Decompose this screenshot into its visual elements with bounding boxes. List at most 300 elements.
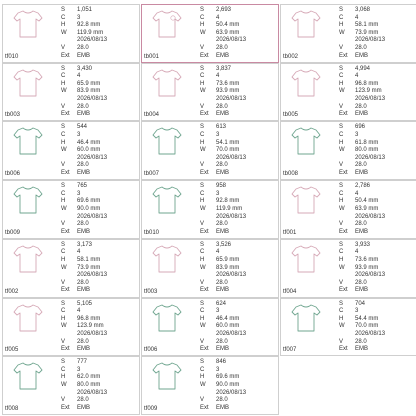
- field-row-c: [339, 73, 416, 81]
- field-label: S: [339, 300, 344, 307]
- field-row-w: [339, 206, 416, 214]
- field-label: Ext: [61, 169, 70, 176]
- field-value: 2026/08/13: [355, 96, 386, 103]
- field-label: V: [200, 397, 205, 404]
- field-label: W: [61, 88, 67, 95]
- design-card[interactable]: [280, 239, 416, 298]
- field-value: 3: [77, 14, 81, 21]
- field-value: 4: [77, 73, 81, 80]
- field-label: [61, 272, 77, 280]
- field-label: S: [61, 124, 66, 131]
- field-value: 46.4 mm: [77, 139, 101, 146]
- design-fields: [200, 301, 278, 354]
- field-label: V: [61, 162, 66, 169]
- field-row-s: [200, 359, 278, 367]
- field-row-date: [200, 155, 278, 163]
- field-row-ext: [200, 405, 278, 413]
- field-label: [61, 155, 77, 163]
- field-label: Ext: [339, 52, 348, 59]
- field-value: 90.0 mm: [77, 205, 101, 212]
- field-value: EMB: [216, 404, 230, 411]
- field-row-w: [339, 265, 416, 273]
- design-fields: [61, 359, 139, 412]
- field-label: W: [61, 147, 67, 154]
- field-value: 28.0: [77, 279, 89, 286]
- field-row-date: [339, 214, 416, 222]
- field-label: W: [200, 264, 206, 271]
- field-value: 846: [216, 359, 227, 366]
- field-label: H: [200, 22, 205, 29]
- field-value: EMB: [77, 346, 91, 353]
- field-value: EMB: [355, 169, 369, 176]
- field-label: W: [339, 323, 345, 330]
- tshirt-icon: [13, 185, 43, 215]
- field-value: 96.8 mm: [77, 315, 101, 322]
- design-card[interactable]: [2, 298, 140, 357]
- field-row-date: [61, 155, 139, 163]
- design-card[interactable]: [280, 63, 416, 122]
- field-label: H: [339, 139, 344, 146]
- field-row-ext: [339, 346, 416, 354]
- field-label: H: [339, 257, 344, 264]
- field-value: 2026/08/13: [77, 272, 108, 279]
- tshirt-icon: [152, 244, 182, 274]
- field-row-s: [61, 7, 139, 15]
- field-label: W: [339, 264, 345, 271]
- field-label: S: [200, 7, 205, 13]
- field-value: 3: [216, 132, 220, 139]
- field-label: Ext: [339, 287, 348, 294]
- field-value: EMB: [216, 287, 230, 294]
- field-value: 123.9 mm: [77, 323, 104, 330]
- field-label: W: [61, 29, 67, 36]
- field-row-w: [339, 88, 416, 96]
- field-row-ext: [200, 229, 278, 237]
- field-value: 3: [355, 132, 359, 139]
- field-label: H: [200, 139, 205, 146]
- field-label: C: [200, 308, 205, 315]
- field-label: H: [61, 80, 66, 87]
- field-label: V: [200, 103, 205, 110]
- tshirt-icon: [291, 303, 321, 333]
- field-label: C: [200, 14, 205, 21]
- field-row-s: [339, 183, 416, 191]
- field-value: EMB: [216, 228, 230, 235]
- field-row-h: [339, 22, 416, 30]
- field-row-h: [61, 140, 139, 148]
- field-value: 80.0 mm: [77, 382, 101, 389]
- field-value: 3: [355, 308, 359, 315]
- field-row-w: [61, 323, 139, 331]
- field-value: 63.9 mm: [216, 29, 240, 36]
- field-row-date: [200, 390, 278, 398]
- field-value: 4: [355, 249, 359, 256]
- design-fields: [339, 7, 416, 60]
- field-row-ext: [200, 53, 278, 61]
- field-label: W: [200, 147, 206, 154]
- field-value: 2026/08/13: [355, 272, 386, 279]
- field-row-ext: [339, 170, 416, 178]
- field-label: W: [61, 205, 67, 212]
- field-value: 28.0: [355, 103, 367, 110]
- design-id: tf009: [144, 406, 158, 412]
- field-value: 28.0: [216, 221, 228, 228]
- field-row-date: [200, 331, 278, 339]
- field-label: S: [200, 241, 205, 248]
- field-value: EMB: [77, 52, 91, 59]
- empty-slot: [280, 356, 416, 415]
- field-label: C: [61, 366, 66, 373]
- field-label: W: [200, 323, 206, 330]
- design-fields: [61, 242, 139, 295]
- field-label: Ext: [200, 52, 209, 59]
- field-value: 3: [77, 132, 81, 139]
- field-row-w: [61, 147, 139, 155]
- design-card[interactable]: [2, 239, 140, 298]
- field-row-v: [61, 162, 139, 170]
- field-value: 28.0: [216, 103, 228, 110]
- field-label: H: [339, 22, 344, 29]
- field-label: H: [61, 374, 66, 381]
- field-row-h: [339, 81, 416, 89]
- design-fields: [200, 242, 278, 295]
- field-value: 65.9 mm: [77, 80, 101, 87]
- field-value: EMB: [216, 169, 230, 176]
- field-value: 2026/08/13: [216, 96, 247, 103]
- field-value: 63.9 mm: [355, 205, 379, 212]
- field-label: W: [200, 88, 206, 95]
- field-value: 28.0: [77, 397, 89, 404]
- field-row-s: [61, 124, 139, 132]
- field-label: S: [61, 241, 66, 248]
- field-row-ext: [61, 229, 139, 237]
- field-row-h: [200, 22, 278, 30]
- field-row-c: [339, 249, 416, 257]
- field-row-c: [339, 191, 416, 199]
- field-value: 765: [77, 183, 88, 190]
- field-row-c: [200, 73, 278, 81]
- field-row-w: [61, 265, 139, 273]
- field-row-ext: [339, 111, 416, 119]
- field-row-ext: [200, 346, 278, 354]
- field-value: 696: [355, 124, 366, 131]
- field-value: EMB: [77, 404, 91, 411]
- field-label: S: [339, 183, 344, 190]
- field-row-v: [61, 104, 139, 112]
- design-card[interactable]: [141, 63, 279, 122]
- field-value: 2026/08/13: [216, 389, 247, 396]
- field-value: 54.4 mm: [355, 315, 379, 322]
- field-label: C: [339, 73, 344, 80]
- field-row-ext: [61, 53, 139, 61]
- field-value: EMB: [216, 111, 230, 118]
- design-card[interactable]: [280, 180, 416, 239]
- design-card[interactable]: [280, 298, 416, 357]
- field-label: V: [61, 338, 66, 345]
- field-label: C: [200, 249, 205, 256]
- field-value: 958: [216, 183, 227, 190]
- tshirt-icon: [291, 244, 321, 274]
- field-row-s: [61, 183, 139, 191]
- design-card[interactable]: [280, 121, 416, 180]
- field-value: 83.9 mm: [216, 264, 240, 271]
- design-card[interactable]: [2, 63, 140, 122]
- design-fields: [200, 7, 278, 60]
- field-label: C: [339, 308, 344, 315]
- field-row-h: [200, 257, 278, 265]
- field-row-v: [61, 397, 139, 405]
- design-card[interactable]: [141, 121, 279, 180]
- field-label: [61, 96, 77, 104]
- field-value: EMB: [355, 346, 369, 353]
- field-row-w: [200, 206, 278, 214]
- field-value: 92.8 mm: [77, 22, 101, 29]
- field-value: 73.6 mm: [216, 80, 240, 87]
- field-row-v: [200, 280, 278, 288]
- field-label: W: [200, 29, 206, 36]
- field-value: EMB: [216, 346, 230, 353]
- design-card[interactable]: [280, 4, 416, 63]
- field-label: H: [200, 198, 205, 205]
- field-row-v: [61, 221, 139, 229]
- design-id: tf004: [283, 288, 297, 295]
- field-label: [339, 331, 355, 339]
- field-value: 28.0: [216, 338, 228, 345]
- design-id: tb002: [283, 53, 299, 60]
- field-label: W: [339, 147, 345, 154]
- field-label: Ext: [61, 228, 70, 235]
- field-row-w: [200, 382, 278, 390]
- tshirt-icon: [152, 9, 182, 39]
- field-row-ext: [61, 170, 139, 178]
- field-row-date: [61, 390, 139, 398]
- field-label: V: [339, 221, 344, 228]
- design-fields: [61, 124, 139, 177]
- design-fields: [339, 242, 416, 295]
- field-label: Ext: [61, 404, 70, 411]
- field-row-h: [61, 257, 139, 265]
- field-label: C: [61, 308, 66, 315]
- field-row-w: [339, 30, 416, 38]
- field-row-date: [61, 96, 139, 104]
- field-row-c: [339, 308, 416, 316]
- field-label: Ext: [200, 111, 209, 118]
- design-card[interactable]: [2, 121, 140, 180]
- field-label: [200, 331, 216, 339]
- design-card[interactable]: [141, 4, 279, 63]
- field-value: 28.0: [355, 221, 367, 228]
- field-label: [61, 390, 77, 398]
- field-label: H: [61, 198, 66, 205]
- field-label: [339, 96, 355, 104]
- tshirt-icon: [13, 361, 43, 391]
- field-row-s: [61, 301, 139, 309]
- field-label: S: [339, 124, 344, 131]
- design-fields: [339, 183, 416, 236]
- field-label: S: [61, 7, 66, 13]
- field-row-c: [61, 15, 139, 23]
- field-value: 3,526: [216, 241, 232, 248]
- field-row-c: [61, 73, 139, 81]
- field-row-c: [339, 132, 416, 140]
- design-card[interactable]: [2, 356, 140, 415]
- field-label: C: [200, 73, 205, 80]
- field-label: C: [61, 249, 66, 256]
- field-row-ext: [61, 405, 139, 413]
- field-value: 50.4 mm: [355, 198, 379, 205]
- field-value: 61.8 mm: [355, 139, 379, 146]
- field-label: V: [200, 162, 205, 169]
- field-value: 28.0: [216, 397, 228, 404]
- design-id: tf006: [144, 347, 158, 354]
- tshirt-icon: [152, 126, 182, 156]
- field-row-s: [339, 66, 416, 74]
- field-value: 119.9 mm: [77, 29, 104, 36]
- field-value: 2,693: [216, 7, 232, 13]
- field-value: 28.0: [355, 279, 367, 286]
- field-label: V: [339, 44, 344, 51]
- field-label: Ext: [200, 346, 209, 353]
- design-fields: [339, 301, 416, 354]
- field-label: V: [200, 279, 205, 286]
- field-value: 4: [355, 73, 359, 80]
- field-label: S: [339, 65, 344, 72]
- field-value: EMB: [355, 52, 369, 59]
- field-row-ext: [61, 287, 139, 295]
- tshirt-icon: [152, 185, 182, 215]
- tshirt-icon: [291, 68, 321, 98]
- field-row-date: [61, 272, 139, 280]
- field-label: V: [200, 338, 205, 345]
- field-value: 2026/08/13: [216, 154, 247, 161]
- field-row-c: [61, 367, 139, 375]
- field-value: 70.0 mm: [355, 323, 379, 330]
- field-row-h: [339, 140, 416, 148]
- field-label: [200, 155, 216, 163]
- field-value: 3,068: [355, 7, 371, 13]
- field-label: C: [61, 190, 66, 197]
- field-value: 4: [216, 73, 220, 80]
- field-value: 3,173: [77, 241, 93, 248]
- field-value: 2026/08/13: [216, 213, 247, 220]
- field-label: S: [61, 65, 66, 72]
- design-card[interactable]: [2, 4, 140, 63]
- field-value: 28.0: [77, 338, 89, 345]
- field-label: V: [200, 44, 205, 51]
- field-row-ext: [61, 346, 139, 354]
- design-id: tf005: [5, 347, 19, 354]
- design-id: tb009: [5, 229, 21, 236]
- field-row-w: [61, 30, 139, 38]
- field-row-ext: [200, 111, 278, 119]
- design-card[interactable]: [141, 180, 279, 239]
- field-label: S: [61, 359, 66, 366]
- field-value: 2026/08/13: [355, 213, 386, 220]
- field-label: W: [339, 88, 345, 95]
- field-value: 3,430: [77, 65, 93, 72]
- design-card[interactable]: [141, 356, 279, 415]
- tshirt-icon: [152, 68, 182, 98]
- field-label: H: [200, 80, 205, 87]
- field-row-s: [61, 66, 139, 74]
- design-fields: [200, 66, 278, 119]
- design-fields: [61, 183, 139, 236]
- field-row-w: [61, 88, 139, 96]
- field-value: 544: [77, 124, 88, 131]
- field-value: 50.4 mm: [216, 22, 240, 29]
- field-value: 54.1 mm: [216, 139, 240, 146]
- field-value: 28.0: [355, 44, 367, 51]
- field-label: H: [61, 315, 66, 322]
- tshirt-icon: [13, 244, 43, 274]
- design-card[interactable]: [141, 239, 279, 298]
- field-value: EMB: [355, 287, 369, 294]
- field-row-w: [339, 147, 416, 155]
- design-card[interactable]: [141, 298, 279, 357]
- field-row-date: [61, 214, 139, 222]
- field-value: 2026/08/13: [77, 96, 108, 103]
- tshirt-icon: [13, 303, 43, 333]
- field-row-c: [200, 367, 278, 375]
- field-row-v: [61, 45, 139, 53]
- field-label: V: [61, 44, 66, 51]
- field-label: S: [339, 241, 344, 248]
- field-row-w: [200, 147, 278, 155]
- field-value: 4: [216, 14, 220, 21]
- field-row-s: [61, 242, 139, 250]
- field-label: [339, 155, 355, 163]
- field-value: 28.0: [77, 221, 89, 228]
- design-id: tb001: [144, 53, 160, 60]
- field-value: 5,105: [77, 300, 93, 307]
- field-label: C: [339, 132, 344, 139]
- field-row-s: [61, 359, 139, 367]
- design-fields: [61, 66, 139, 119]
- field-value: 3,837: [216, 65, 232, 72]
- field-row-date: [339, 155, 416, 163]
- field-value: 58.1 mm: [355, 22, 379, 29]
- field-row-c: [61, 249, 139, 257]
- field-value: 2026/08/13: [216, 37, 247, 44]
- field-label: W: [339, 205, 345, 212]
- field-value: 2026/08/13: [355, 37, 386, 44]
- field-row-w: [61, 206, 139, 214]
- field-row-ext: [339, 229, 416, 237]
- field-label: C: [200, 366, 205, 373]
- field-label: S: [200, 124, 205, 131]
- field-label: C: [339, 190, 344, 197]
- field-row-date: [339, 331, 416, 339]
- field-value: 28.0: [77, 103, 89, 110]
- field-label: V: [339, 103, 344, 110]
- field-label: S: [339, 7, 344, 13]
- design-id: tb008: [283, 171, 299, 178]
- field-label: V: [339, 338, 344, 345]
- field-row-date: [61, 331, 139, 339]
- design-id: tf007: [283, 347, 297, 354]
- design-card[interactable]: [2, 180, 140, 239]
- field-value: 3: [216, 190, 220, 197]
- field-row-c: [61, 132, 139, 140]
- field-label: W: [61, 382, 67, 389]
- field-value: EMB: [355, 111, 369, 118]
- field-row-date: [200, 96, 278, 104]
- field-label: H: [200, 257, 205, 264]
- field-value: 80.0 mm: [355, 147, 379, 154]
- field-value: 70.0 mm: [216, 147, 240, 154]
- field-value: 624: [216, 300, 227, 307]
- field-value: 92.8 mm: [216, 198, 240, 205]
